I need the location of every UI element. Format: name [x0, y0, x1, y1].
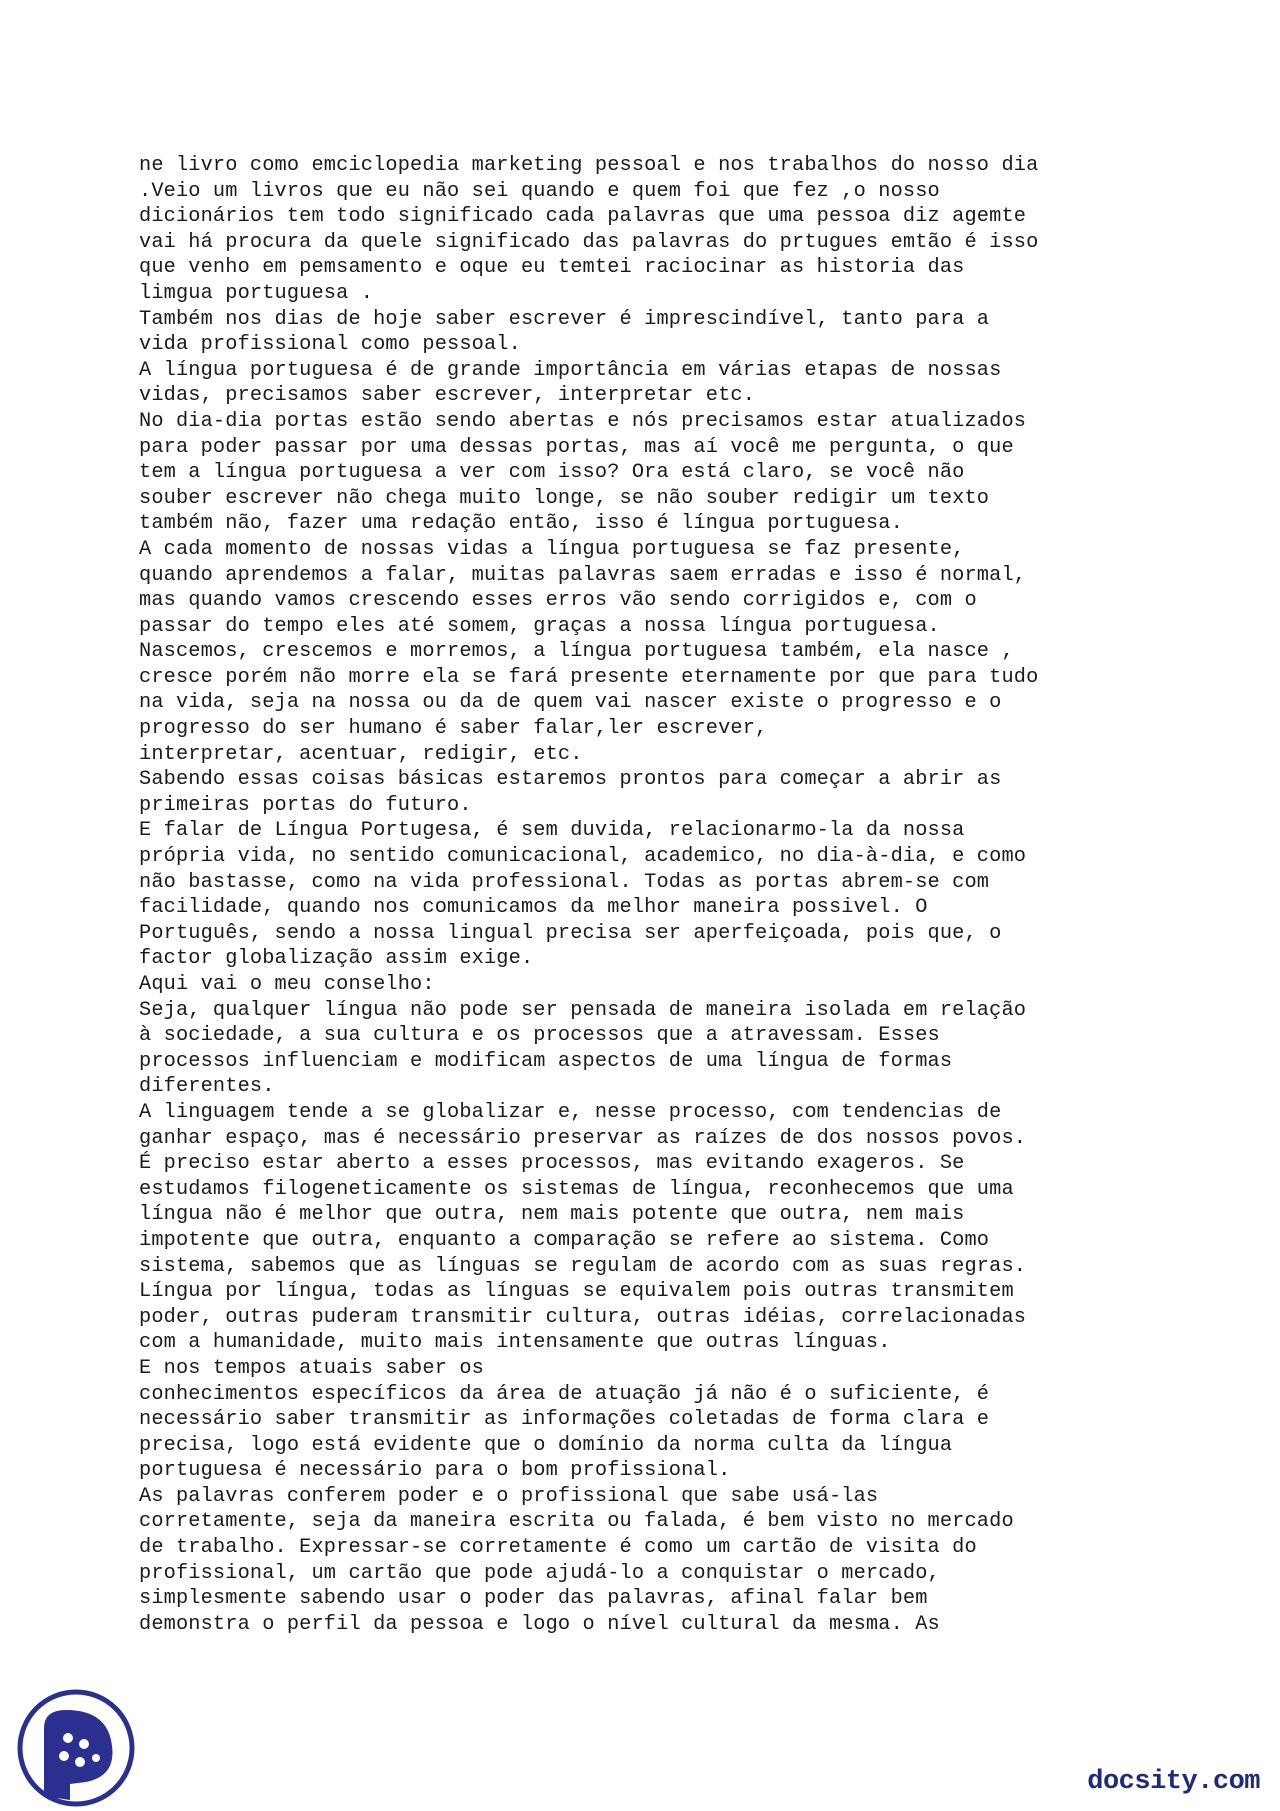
text-line: portuguesa é necessário para o bom profissional.: [139, 1459, 731, 1483]
text-line: A língua portuguesa é de grande importância em várias etapas de nossas: [139, 358, 1002, 382]
text-line: quando aprendemos a falar, muitas palavras saem erradas e isso é normal,: [139, 563, 1027, 587]
text-line: Português, sendo a nossa lingual precisa ser aperfeiçoada, pois que, o: [139, 921, 1002, 945]
text-line: facilidade, quando nos comunicamos da melhor maneira possivel. O: [139, 896, 928, 920]
text-line: não bastasse, como na vida professional. Todas as portas abrem-se com: [139, 870, 990, 894]
text-line: Aqui vai o meu conselho:: [139, 973, 435, 996]
text-line: A cada momento de nossas vidas a língua portuguesa se faz presente,: [139, 537, 965, 561]
text-line: souber escrever não chega muito longe, se não souber redigir um texto: [139, 486, 990, 510]
text-line: à sociedade, a sua cultura e os processos que a atravessam. Esses: [139, 1024, 940, 1048]
text-line: que venho em pemsamento e oque eu temtei raciocinar as historia das: [139, 256, 965, 280]
text-line: primeiras portas do futuro.: [139, 793, 472, 817]
text-line: diferentes.: [139, 1075, 275, 1099]
text-line: No dia-dia portas estão sendo abertas e nós precisamos estar atualizados: [139, 409, 1027, 433]
text-line: cresce porém não morre ela se fará presente eternamente por que para tudo: [139, 665, 1039, 689]
docsity-logo-icon[interactable]: [16, 1688, 136, 1808]
text-line: E nos tempos atuais saber os: [139, 1356, 484, 1380]
text-line: própria vida, no sentido comunicacional, academico, no dia-à-dia, e como: [139, 845, 1027, 869]
text-line: para poder passar por uma dessas portas, mas aí você me pergunta, o que: [139, 435, 1014, 459]
text-line: limgua portuguesa .: [139, 281, 374, 305]
text-line: interpretar, acentuar, redigir, etc.: [139, 742, 583, 766]
docsity-brand-link[interactable]: docsity.com: [1087, 1767, 1260, 1797]
text-line: ganhar espaço, mas é necessário preservar as raízes de dos nossos povos.: [139, 1126, 1027, 1150]
text-line: A linguagem tende a se globalizar e, nesse processo, com tendencias de: [139, 1100, 1002, 1124]
text-line: Sabendo essas coisas básicas estaremos prontos para começar a abrir as: [139, 768, 1002, 792]
text-line: As palavras conferem poder e o profissional que sabe usá-las: [139, 1484, 879, 1508]
text-line: simplesmente sabendo usar o poder das palavras, afinal falar bem: [139, 1587, 928, 1611]
text-line: vidas, precisamos saber escrever, interpretar etc.: [139, 384, 756, 408]
text-line: precisa, logo está evidente que o domínio da norma culta da língua: [139, 1433, 953, 1457]
text-line: progresso do ser humano é saber falar,ler escrever,: [139, 717, 768, 741]
text-line: Língua por língua, todas as línguas se equivalem pois outras transmitem: [139, 1280, 1014, 1304]
text-line: factor globalização assim exige.: [139, 947, 534, 971]
text-line: dicionários tem todo significado cada palavras que uma pessoa diz agemte: [139, 205, 1027, 229]
text-line: Nascemos, crescemos e morremos, a língua portuguesa também, ela nasce ,: [139, 640, 1014, 664]
text-line: estudamos filogeneticamente os sistemas de língua, reconhecemos que uma: [139, 1177, 1014, 1201]
text-line: corretamente, seja da maneira escrita ou falada, é bem visto no mercado: [139, 1510, 1014, 1534]
text-line: impotente que outra, enquanto a comparação se refere ao sistema. Como: [139, 1228, 990, 1252]
text-line: mas quando vamos crescendo esses erros vão sendo corrigidos e, com o: [139, 589, 977, 613]
text-line: profissional, um cartão que pode ajudá-lo a conquistar o mercado,: [139, 1561, 940, 1585]
text-line: conhecimentos específicos da área de atuação já não é o suficiente, é: [139, 1382, 990, 1406]
text-line: .Veio um livros que eu não sei quando e quem foi que fez ,o nosso: [139, 179, 940, 203]
text-line: processos influenciam e modificam aspectos de uma língua de formas: [139, 1049, 953, 1073]
text-line: com a humanidade, muito mais intensamente que outras línguas.: [139, 1331, 891, 1355]
text-line: também não, fazer uma redação então, isso é língua portuguesa.: [139, 512, 903, 536]
text-line: ne livro como emciclopedia marketing pessoal e nos trabalhos do nosso dia: [139, 154, 1039, 177]
text-line: sistema, sabemos que as línguas se regulam de acordo com as suas regras.: [139, 1254, 1027, 1278]
text-line: vida profissional como pessoal.: [139, 333, 521, 357]
text-line: Também nos dias de hoje saber escrever é imprescindível, tanto para a: [139, 307, 990, 331]
text-line: necessário saber transmitir as informações coletadas de forma clara e: [139, 1408, 990, 1432]
text-line: língua não é melhor que outra, nem mais potente que outra, nem mais: [139, 1203, 965, 1227]
text-line: Seja, qualquer língua não pode ser pensada de maneira isolada em relação: [139, 998, 1027, 1022]
text-line: tem a língua portuguesa a ver com isso? Ora está claro, se você não: [139, 461, 965, 485]
text-line: vai há procura da quele significado das palavras do prtugues emtão é isso: [139, 230, 1039, 254]
text-line: É preciso estar aberto a esses processos, mas evitando exageros. Se: [139, 1152, 965, 1176]
text-line: demonstra o perfil da pessoa e logo o nível cultural da mesma. As: [139, 1612, 940, 1636]
text-line: poder, outras puderam transmitir cultura, outras idéias, correlacionadas: [139, 1305, 1027, 1329]
document-body-text: [139, 153, 1139, 1637]
text-line: passar do tempo eles até somem, graças a nossa língua portuguesa.: [139, 614, 940, 638]
text-line: na vida, seja na nossa ou da de quem vai nascer existe o progresso e o: [139, 691, 1002, 715]
text-line: E falar de Língua Portugesa, é sem duvida, relacionarmo-la da nossa: [139, 819, 965, 843]
text-line: de trabalho. Expressar-se corretamente é como um cartão de visita do: [139, 1536, 977, 1560]
